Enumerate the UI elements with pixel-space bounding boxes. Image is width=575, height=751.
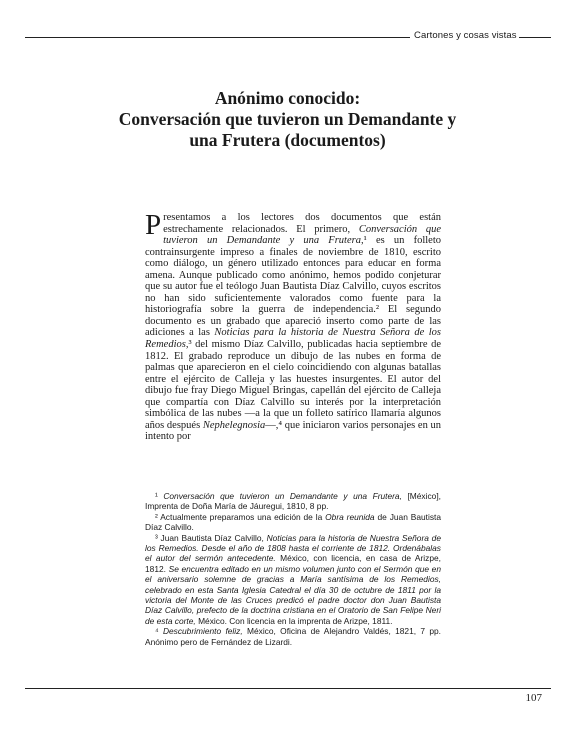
footnote-italic: Noticias para la historia de Nuestra Señora de los Remedios. Desde el año de 1808 hasta el corriente de 1812. Ordenábalas el autor del sermón antecedente. — [145, 532, 441, 564]
paragraph — [145, 209, 441, 443]
footnote-2 — [145, 512, 441, 533]
body-text-segment: ² El segundo documento es un grabado que apareció inserto como parte de las adiciones a las — [145, 304, 441, 339]
footnote-text: México, Oficina de Alejandro Valdés, 1821, 7 pp. Anónimo pero de Fernández de Lizardi. — [145, 626, 442, 647]
title-line-3: una Frutera (documentos) — [189, 130, 386, 150]
footnotes — [145, 491, 441, 647]
body-text-italic: Nephelegnosia — [202, 419, 266, 431]
footnote-italic: Obra reunida — [325, 511, 375, 522]
body-text-italic: Noticias para la historia de Nuestra Señora de los Remedios, — [145, 327, 441, 351]
header-rule-right — [519, 37, 551, 38]
article-body — [145, 209, 441, 443]
footer-rule — [25, 688, 551, 689]
article-title — [60, 88, 515, 151]
footnote-1 — [145, 491, 441, 512]
footnote-text: de Juan Bautista Díaz Calvillo. — [145, 511, 441, 533]
header-rule — [25, 37, 410, 38]
footnote-text: México. Con licencia en la imprenta de Arizpe, 1811. — [195, 615, 393, 626]
footnote-italic: Se encuentra editado en un mismo volumen junto con el Sermón que en el aniversario solemne de gracias a María santísima de los Remedios, celebrado en esta Santa Iglesia Catedral el día 30 de octubre de 1811 por la victoria del Monte de las Cruces predicó el padre doctor don Juan Bautista Díaz Calvillo, prefecto de la doctrina cristiana en el Oratorio de San Felipe Neri de esta corte, — [145, 563, 441, 626]
body-text-segment: resentamos a los lectores dos documentos que están estrechamente relacionados. El primero, — [163, 212, 441, 235]
title-line-1: Anónimo conocido: — [214, 88, 361, 108]
page-number: 107 — [525, 692, 542, 704]
body-text-segment: ³ del mismo Díaz Calvillo, publicadas hacia septiembre de 1812. El grabado reproduce un dibujo de las nubes en forma de palmas que aparecieron en el cielo coincidiendo con algunas batallas entre el ejército de Calleja y las huestes insurgentes. El autor del dibujo fue fray Diego Miguel Bringas, capellán del ejército de Calleja que compartía con Díaz Calvillo su interés por la interpretación simbólica de las nubes —a la que un folleto satírico llamaría algunos años después — [145, 339, 441, 431]
body-text-italic: Conversación que tuvieron un Demandante y una Frutera, — [163, 223, 441, 247]
footnote-text: ² Actualmente preparamos una edición de la — [155, 511, 326, 522]
footnote-text: ³ Juan Bautista Díaz Calvillo, — [155, 532, 267, 543]
footnote-4 — [145, 626, 441, 647]
body-text-segment: ¹ es un folleto contrainsurgente impreso a finales de noviembre de 1810, escrito como diálogo, un género utilizado entonces para educar en forma amena. Aunque publicado como anónimo, hemos podido conjeturar que su autor fue el teólogo Juan Bautista Díaz Calvillo, cuyos escritos no han sido suficientemente valorados como fuente para la historiografía sobre la guerra de independencia. — [145, 235, 441, 316]
footnote-italic: Descubrimiento feliz, — [162, 626, 243, 637]
footnote-italic: Conversación que tuvieron un Demandante y una Frutera, — [163, 491, 402, 501]
footnote-text: [México], Imprenta de Doña María de Jáuregui, 1810, 8 pp. — [145, 491, 441, 512]
running-head: Cartones y cosas vistas — [414, 30, 517, 41]
footnote-3 — [145, 533, 441, 627]
drop-cap: P — [145, 209, 162, 241]
footnote-marker: ⁴ — [155, 626, 163, 637]
title-line-2: Conversación que tuvieron un Demandante y — [118, 109, 457, 129]
body-text-segment: —,⁴ que iniciaron varios personajes en un intento por — [145, 419, 441, 443]
footnote-text: México, con licencia, en casa de Arizpe, 1812. — [145, 553, 442, 574]
footnote-marker: ¹ — [155, 491, 164, 501]
